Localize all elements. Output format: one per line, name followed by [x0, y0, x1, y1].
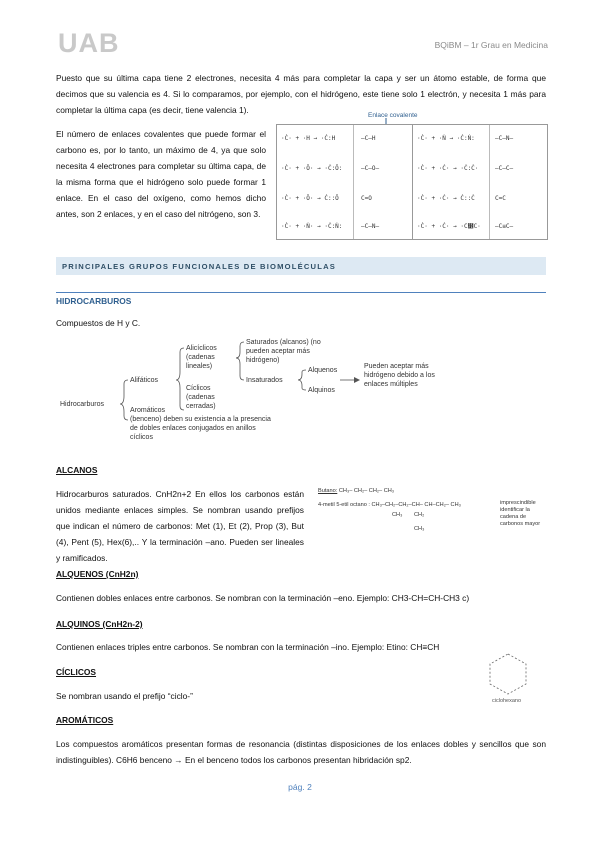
bond-cell: ·Ċ· + ·Ċ· → ·C⻶C·: [417, 223, 481, 230]
diagram-alquinos: Alquinos: [308, 387, 335, 394]
page-number: pág. 2: [288, 782, 312, 792]
alquinos-heading: ALQUINOS (CnH2n-2): [56, 619, 143, 629]
bond-figure-label: Enlace covalente: [368, 112, 418, 119]
octano-formula: 4-metil 5-etil octano : CH₃–CH₂–CH₂–CH– CH–CH₂– CH₃: [318, 502, 461, 508]
aromaticos-text: Los compuestos aromáticos presentan formas de resonancia (distintas disposiciones de los enlaces dobles y sencillos que son indistinguibles). C6H6 benceno → En el benceno todos los carbonos presentan hibridación sp2.: [56, 739, 546, 765]
hidrocarburos-heading: HIDROCARBUROS: [56, 296, 132, 306]
alquenos-text: Contienen dobles enlaces entre carbonos. Se nombran con la terminación –eno. Ejemplo: CH3-CH=CH-CH3 c): [56, 593, 470, 603]
cyclohexane-icon: [480, 650, 536, 702]
diagram-aromaticos-desc: (benceno) deben su existencia a la presencia de dobles enlaces conjugados en anillos cíclicos: [130, 416, 271, 441]
diagram-saturados: Saturados (alcanos) (no pueden aceptar más hidrógeno): [246, 339, 321, 364]
alquenos-heading: ALQUENOS (CnH2n): [56, 569, 139, 579]
alquinos-text: Contienen enlaces triples entre carbonos. Se nombran con la terminación –ino. Ejemplo: Etino: CH≡CH: [56, 642, 440, 652]
hydrocarbon-diagram: [60, 340, 490, 440]
uab-logo: UAB: [58, 28, 120, 58]
diagram-insaturados: Insaturados: [246, 377, 283, 384]
alcanos-text: Hidrocarburos saturados. CnH2n+2 En ellos los carbonos están unidos mediante enlaces simples. Se nombran usando prefijos que indican el número de carbonos: Met (1), Et (2), Prop (3), But (4), Pent (5), Hex(6),.. Y la terminación –ano. Pueden ser lineales y ramificados.: [56, 489, 304, 563]
bond-cell: ·Ċ· + ·Ċ· → Ċ::Ċ: [417, 195, 475, 202]
divider: [56, 292, 546, 293]
bond-cell: —C≡C—: [495, 223, 514, 230]
section-title-bar: [56, 257, 546, 275]
branch-1: CH₃: [392, 512, 403, 518]
diagram-aromaticos: Aromáticos: [130, 407, 166, 414]
bond-cell: ·Ċ· + ·Ṅ· → ·Ċ:Ṅ:: [281, 223, 343, 230]
bond-cell: ·Ċ· + ·Ċ· → ·Ċ:Ċ·: [417, 165, 479, 172]
hidrocarburos-subtitle: Compuestos de H y C.: [56, 318, 141, 328]
ciclohexano-label: ciclohexano: [492, 698, 522, 704]
bond-cell: —C—N—: [361, 223, 380, 230]
bond-cell: C=C: [495, 195, 506, 202]
diagram-note: Pueden aceptar más hidrógeno debido a los enlaces múltiples: [364, 363, 435, 388]
diagram-alifaticos: Alifáticos: [130, 377, 159, 384]
bond-figure: [276, 124, 548, 240]
bond-cell: —C—N—: [495, 135, 514, 142]
bond-cell: ·Ċ· + ·Ö· → Ċ::Ö: [281, 195, 339, 202]
diagram-root: Hidrocarburos: [60, 401, 104, 408]
intro-paragraph-2: El número de enlaces covalentes que puede formar el carbono es, por lo tanto, un máximo de 4, ya que solo necesita 4 electrones para completar su última capa, de la misma forma que el hidrógeno solo puede formar 1 enlace. En el caso del oxígeno, como hemos dicho antes, son 2 enlaces, y en el caso del nitrógeno, son 3.: [56, 129, 266, 219]
alcanos-heading: ALCANOS: [56, 465, 98, 475]
aromaticos-heading: AROMÁTICOS: [56, 715, 114, 725]
bond-cell: —C—C—: [495, 165, 514, 172]
butano-label: Butano: CH₃– CH₂– CH₂– CH₃: [318, 488, 395, 494]
diagram-ciclicos: Cíclicos (cadenas cerradas): [186, 385, 216, 410]
diagram-aliciclicos: Alicíclicos (cadenas lineales): [186, 345, 217, 370]
course-header: BQiBM – 1r Grau en Medicina: [434, 40, 548, 50]
section-title: PRINCIPALES GRUPOS FUNCIONALES DE BIOMOLÉCULAS: [62, 262, 337, 271]
octano-note: imprescindible identificar la cadena de carbonos mayor: [500, 500, 541, 527]
intro-paragraph-1: Puesto que su última capa tiene 2 electrones, necesita 4 más para completar la capa y ser un átomo estable, de forma que decimos que su valencia es 4. Si lo comparamos, por ejemplo, con el hidrógeno, este tiene solo 1 electrón, y necesita 1 más para completar la última capa (es decir, tiene valencia 1).: [56, 73, 546, 115]
bond-cell: ·Ċ· + ·Ṅ → ·Ċ:Ṅ:: [417, 135, 475, 142]
alcanos-figure: [318, 488, 548, 544]
bond-cell: ·Ċ· + ·H → ·Ċ:H: [281, 135, 336, 142]
bond-cell: —C—H: [361, 135, 376, 142]
ciclicos-text: Se nombran usando el prefijo “ciclo-”: [56, 691, 193, 701]
branch-3: CH₃: [414, 526, 425, 532]
diagram-alquenos: Alquenos: [308, 367, 338, 374]
bond-cell: ·Ċ· + ·Ö· → ·Ċ:Ö:: [281, 165, 343, 172]
bond-cell: C=O: [361, 195, 372, 202]
bond-cell: —C—O—: [361, 165, 380, 172]
branch-2: CH₂: [414, 512, 425, 518]
ciclicos-heading: CÍCLICOS: [56, 667, 97, 677]
